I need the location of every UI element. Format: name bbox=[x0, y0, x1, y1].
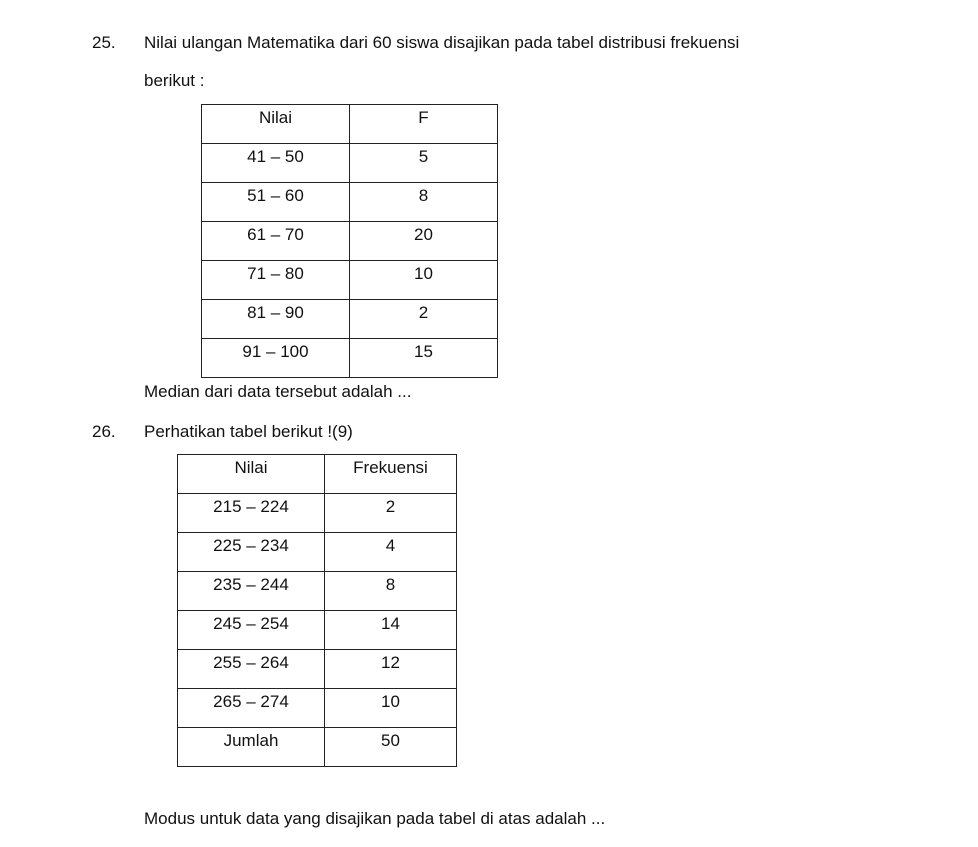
table-25-cell-f: 5 bbox=[350, 144, 498, 183]
table-26-cell-frekuensi: 12 bbox=[325, 650, 457, 689]
table-26-cell-nilai: 245 – 254 bbox=[178, 611, 325, 650]
table-26-cell-nilai: 215 – 224 bbox=[178, 494, 325, 533]
table-26-cell-frekuensi: 10 bbox=[325, 689, 457, 728]
table-25-cell-nilai: 51 – 60 bbox=[202, 183, 350, 222]
table-25-cell-nilai: 71 – 80 bbox=[202, 261, 350, 300]
table-row bbox=[178, 650, 457, 689]
table-26-cell-nilai: 265 – 274 bbox=[178, 689, 325, 728]
table-row bbox=[202, 339, 498, 378]
question-25-prompt: Median dari data tersebut adalah ... bbox=[144, 382, 412, 401]
table-25-header-nilai: Nilai bbox=[202, 105, 350, 144]
question-26-prompt: Modus untuk data yang disajikan pada tabel di atas adalah ... bbox=[144, 809, 606, 828]
table-26-cell-nilai: 225 – 234 bbox=[178, 533, 325, 572]
table-26-cell-jumlah-value: 50 bbox=[325, 728, 457, 767]
table-25-cell-f: 20 bbox=[350, 222, 498, 261]
table-25-cell-f: 2 bbox=[350, 300, 498, 339]
table-26-cell-frekuensi: 4 bbox=[325, 533, 457, 572]
table-26-cell-frekuensi: 14 bbox=[325, 611, 457, 650]
table-25-cell-f: 8 bbox=[350, 183, 498, 222]
question-25-text-line2: berikut : bbox=[144, 71, 205, 90]
table-26-header-frekuensi: Frekuensi bbox=[325, 455, 457, 494]
table-25-header-row bbox=[202, 105, 498, 144]
table-25-cell-nilai: 41 – 50 bbox=[202, 144, 350, 183]
table-26-cell-nilai: 235 – 244 bbox=[178, 572, 325, 611]
table-26-header-nilai: Nilai bbox=[178, 455, 325, 494]
table-row bbox=[202, 183, 498, 222]
table-25-cell-nilai: 91 – 100 bbox=[202, 339, 350, 378]
question-25-text-line1: Nilai ulangan Matematika dari 60 siswa disajikan pada tabel distribusi frekuensi bbox=[144, 33, 740, 52]
table-row bbox=[178, 689, 457, 728]
table-row bbox=[202, 300, 498, 339]
table-row bbox=[202, 144, 498, 183]
table-25-header-f: F bbox=[350, 105, 498, 144]
table-26 bbox=[177, 454, 457, 767]
table-row bbox=[178, 572, 457, 611]
question-26-text-line1: Perhatikan tabel berikut !(9) bbox=[144, 422, 353, 441]
table-26-cell-frekuensi: 2 bbox=[325, 494, 457, 533]
table-25-cell-nilai: 61 – 70 bbox=[202, 222, 350, 261]
table-row bbox=[202, 222, 498, 261]
table-25 bbox=[201, 104, 498, 378]
table-row bbox=[202, 261, 498, 300]
table-25-cell-f: 10 bbox=[350, 261, 498, 300]
table-25-cell-nilai: 81 – 90 bbox=[202, 300, 350, 339]
table-26-cell-jumlah-label: Jumlah bbox=[178, 728, 325, 767]
table-row bbox=[178, 533, 457, 572]
table-25-cell-f: 15 bbox=[350, 339, 498, 378]
table-26-cell-frekuensi: 8 bbox=[325, 572, 457, 611]
table-26-header-row bbox=[178, 455, 457, 494]
table-26-cell-nilai: 255 – 264 bbox=[178, 650, 325, 689]
table-26-total-row bbox=[178, 728, 457, 767]
table-row bbox=[178, 611, 457, 650]
table-row bbox=[178, 494, 457, 533]
question-26-number: 26. bbox=[92, 422, 116, 441]
question-25-number: 25. bbox=[92, 33, 116, 52]
